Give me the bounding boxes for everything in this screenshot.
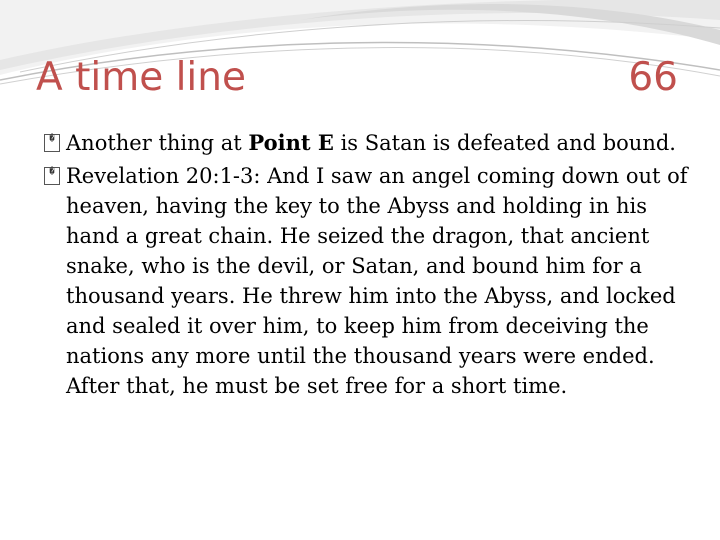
bullet-text: Revelation 20:1-3: And I saw an angel coming down out of heaven, having the key to the Abyss and holding in his hand a great chain. He seized the dragon, that ancient snake, who is the devil, or Satan, and bound him for a thousand years. He threw him into the Abyss, and locked and sealed it over him, to keep him from deceiving the nations any more until the thousand years were ended. After that, he must be set free for a short time. — [66, 164, 688, 398]
bullet-marker-icon: � — [44, 134, 60, 152]
slide-body — [44, 128, 694, 404]
slide-title: A time line — [36, 55, 246, 100]
bullet-text-pre: Another thing at — [66, 131, 249, 155]
bullet-point — [44, 128, 694, 158]
bullet-text-post: is Satan is defeated and bound. — [333, 131, 676, 155]
bullet-marker-icon: � — [44, 167, 60, 185]
bullet-point — [44, 161, 694, 401]
bullet-text-bold: Point E — [248, 130, 334, 155]
slide-number: 66 — [628, 55, 678, 100]
